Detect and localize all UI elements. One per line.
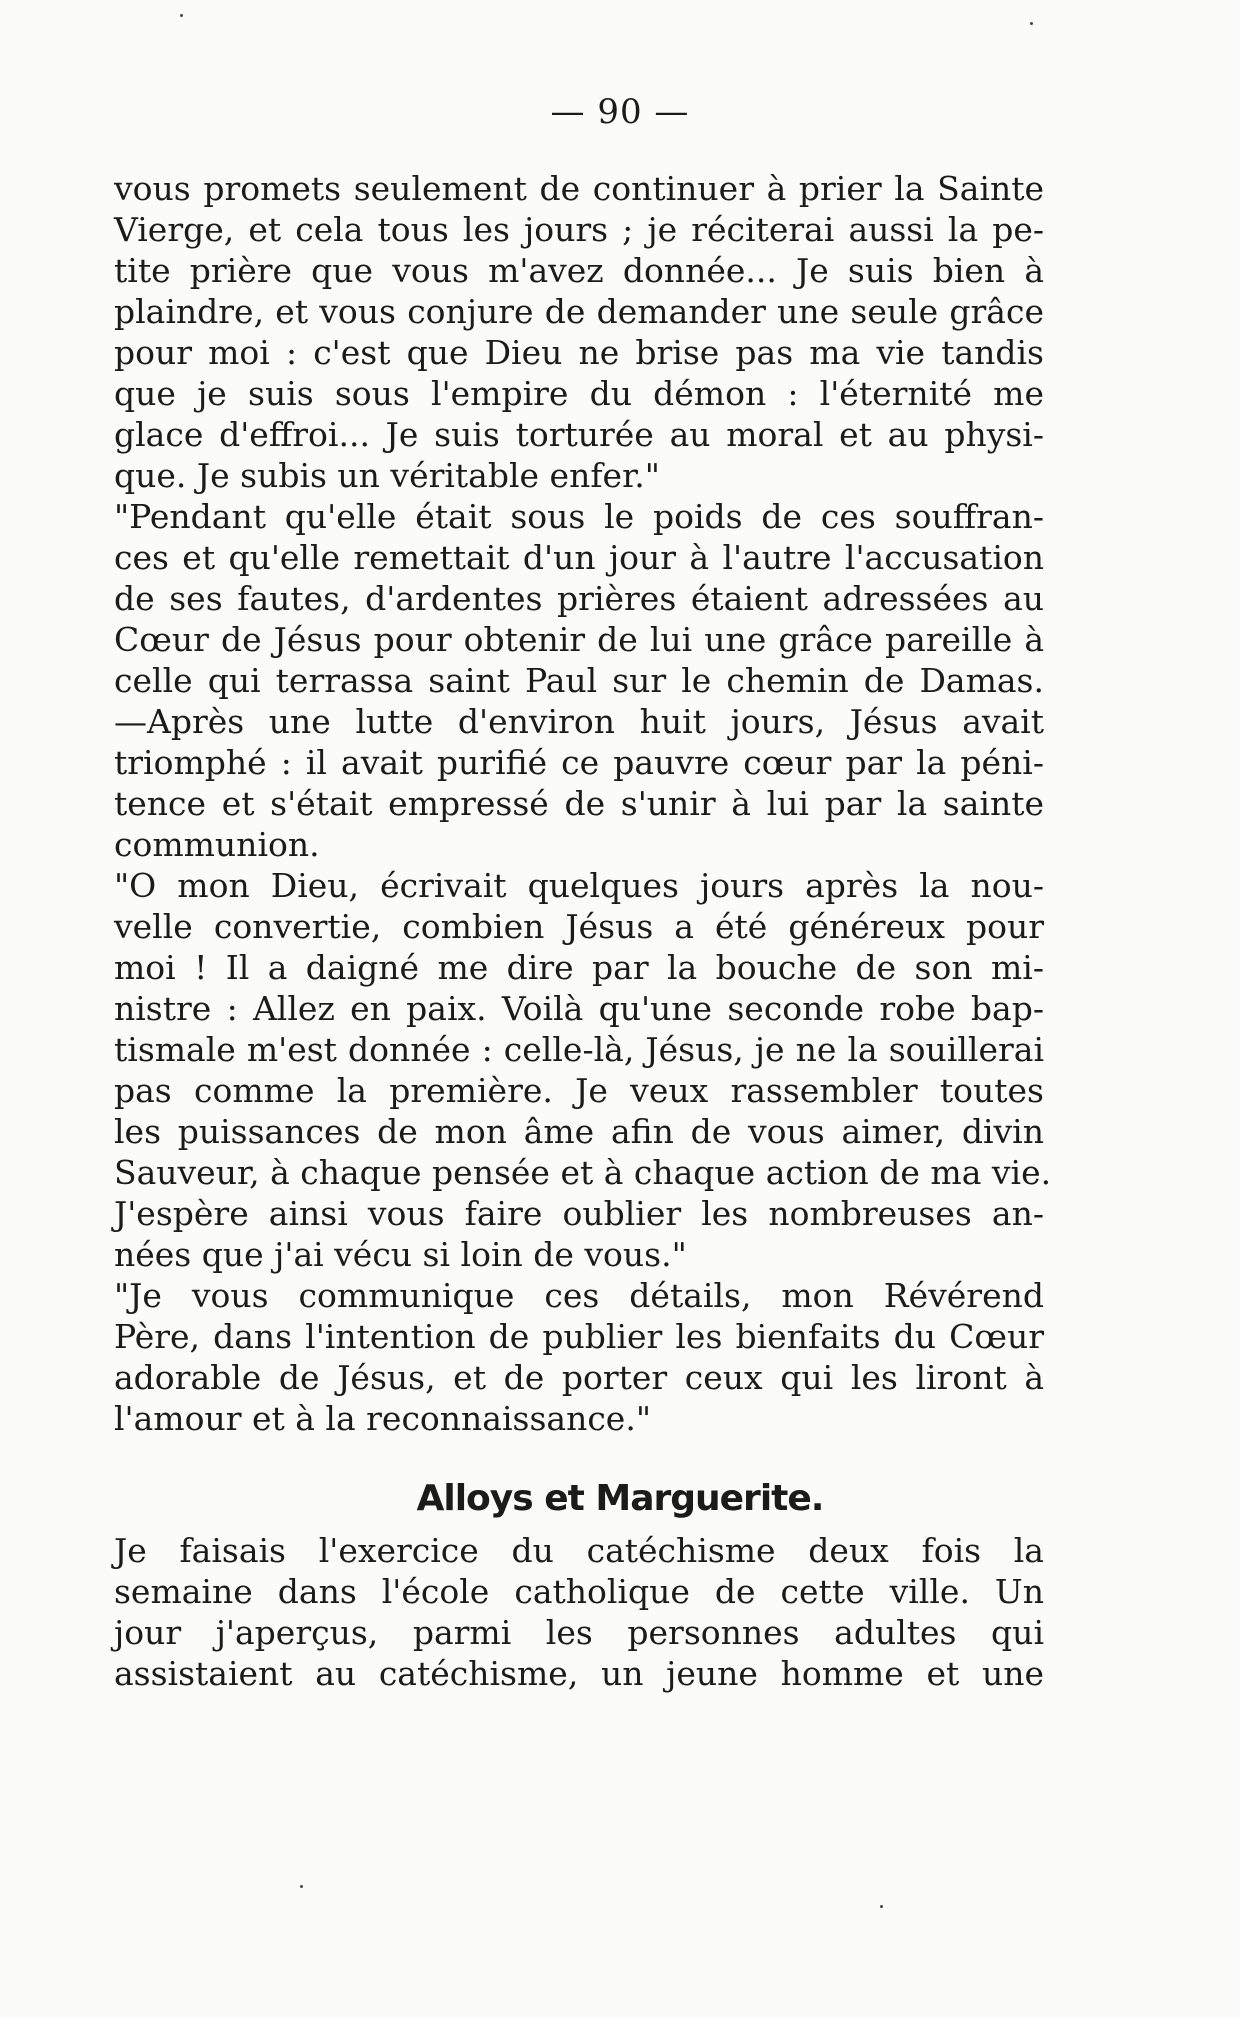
text-line: assistaient au catéchisme, un jeune homme et une bbox=[114, 1654, 1044, 1693]
section-title: Alloys et Marguerite. bbox=[416, 1478, 824, 1519]
body-text bbox=[114, 168, 1052, 1439]
text-line: jour j'aperçus, parmi les personnes adultes qui bbox=[114, 1613, 1044, 1652]
print-speck bbox=[1030, 22, 1033, 25]
section-body-text bbox=[114, 1530, 1044, 1694]
text-line: que. Je subis un véritable enfer." bbox=[114, 456, 660, 495]
text-line: Sauveur, à chaque pensée et à chaque action de ma vie. bbox=[114, 1153, 1052, 1192]
text-line: de ses fautes, d'ardentes prières étaient adressées au bbox=[114, 579, 1044, 618]
text-line: pour moi : c'est que Dieu ne brise pas ma vie tandis bbox=[114, 333, 1044, 372]
text-line: Père, dans l'intention de publier les bienfaits du Cœur bbox=[114, 1317, 1044, 1356]
text-line: tite prière que vous m'avez donnée... Je suis bien à bbox=[114, 251, 1044, 290]
text-line: Cœur de Jésus pour obtenir de lui une grâce pareille à bbox=[114, 620, 1044, 659]
text-line: "O mon Dieu, écrivait quelques jours après la nou- bbox=[114, 866, 1044, 905]
print-speck bbox=[180, 14, 183, 17]
text-line: tence et s'était empressé de s'unir à lui par la sainte bbox=[114, 784, 1044, 823]
text-line: J'espère ainsi vous faire oublier les nombreuses an- bbox=[114, 1194, 1044, 1233]
text-line: glace d'effroi... Je suis torturée au moral et au physi- bbox=[114, 415, 1044, 454]
print-speck bbox=[300, 1885, 303, 1888]
text-line: moi ! Il a daigné me dire par la bouche de son mi- bbox=[114, 948, 1044, 987]
text-line: ces et qu'elle remettait d'un jour à l'autre l'accusation bbox=[114, 538, 1044, 577]
text-line: velle convertie, combien Jésus a été généreux pour bbox=[114, 907, 1044, 946]
text-line: triomphé : il avait purifié ce pauvre cœur par la péni- bbox=[114, 743, 1044, 782]
text-line: "Je vous communique ces détails, mon Révérend bbox=[114, 1276, 1044, 1315]
text-line: celle qui terrassa saint Paul sur le chemin de Damas. bbox=[114, 661, 1044, 700]
text-line: nées que j'ai vécu si loin de vous." bbox=[114, 1235, 687, 1274]
text-line: les puissances de mon âme afin de vous aimer, divin bbox=[114, 1112, 1044, 1151]
text-line: Vierge, et cela tous les jours ; je réciterai aussi la pe- bbox=[114, 210, 1044, 249]
text-line: "Pendant qu'elle était sous le poids de ces souffran- bbox=[114, 497, 1044, 536]
text-line: communion. bbox=[114, 825, 320, 864]
text-line: que je suis sous l'empire du démon : l'éternité me bbox=[114, 374, 1044, 413]
text-line: —Après une lutte d'environ huit jours, Jésus avait bbox=[114, 702, 1044, 741]
text-line: adorable de Jésus, et de porter ceux qui les liront à bbox=[114, 1358, 1044, 1397]
text-line: vous promets seulement de continuer à prier la Sainte bbox=[114, 169, 1044, 208]
text-line: semaine dans l'école catholique de cette ville. Un bbox=[114, 1572, 1044, 1611]
text-line: tismale m'est donnée : celle-là, Jésus, je ne la souillerai bbox=[114, 1030, 1044, 1069]
text-line: nistre : Allez en paix. Voilà qu'une seconde robe bap- bbox=[114, 989, 1044, 1028]
text-line: l'amour et à la reconnaissance." bbox=[114, 1399, 652, 1438]
text-line: Je faisais l'exercice du catéchisme deux fois la bbox=[114, 1531, 1044, 1570]
page-number: — 90 — bbox=[550, 92, 690, 132]
print-speck bbox=[880, 1905, 883, 1908]
text-line: pas comme la première. Je veux rassembler toutes bbox=[114, 1071, 1044, 1110]
text-line: plaindre, et vous conjure de demander une seule grâce bbox=[114, 292, 1044, 331]
